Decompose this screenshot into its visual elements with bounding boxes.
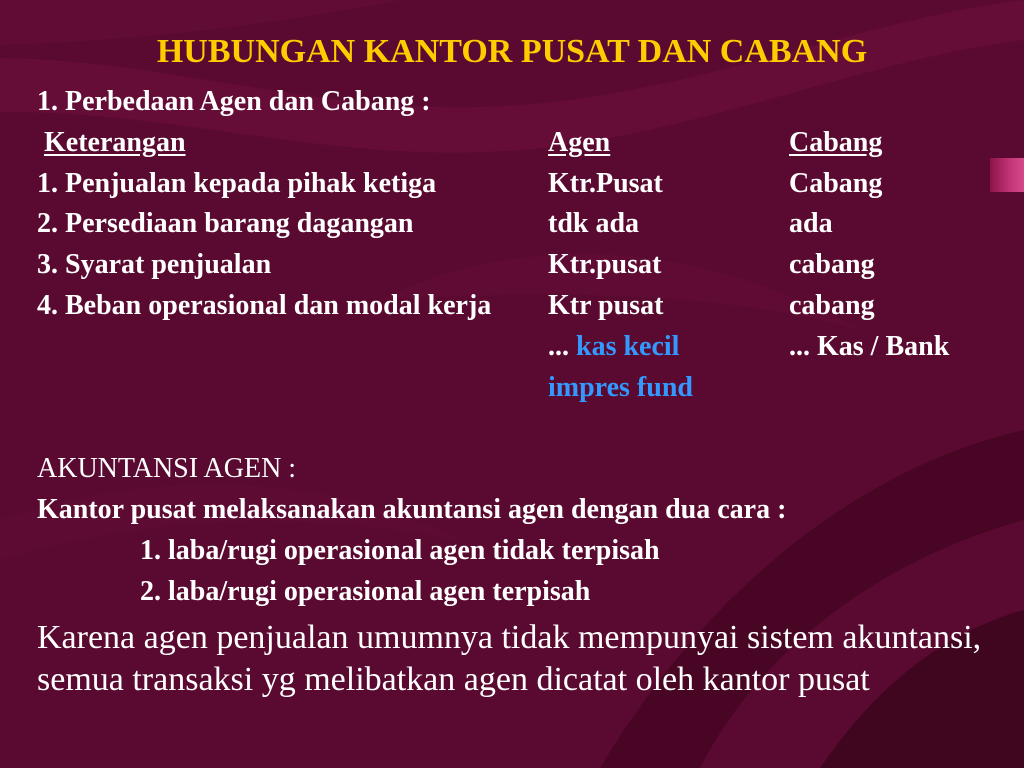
section2-intro: Kantor pusat melaksanakan akuntansi agen dengan dua cara : bbox=[37, 493, 787, 525]
note-line-1: Karena agen penjualan umumnya tidak mempunyai sistem akuntansi, bbox=[37, 619, 982, 656]
extra-empty-cell bbox=[37, 327, 548, 368]
row-agen: Ktr pusat bbox=[548, 289, 664, 321]
row-agen: tdk ada bbox=[548, 208, 640, 240]
closing-note bbox=[37, 617, 1017, 701]
header-keterangan: Keterangan bbox=[44, 126, 186, 158]
row-keterangan: 4. Beban operasional dan modal kerja bbox=[37, 289, 492, 321]
row-agen: Ktr.pusat bbox=[548, 249, 662, 281]
note-line-2: semua transaksi yg melibatkan agen dicatat oleh kantor pusat bbox=[37, 661, 870, 698]
section2-item-1: 1. laba/rugi operasional agen tidak terpisah bbox=[140, 534, 660, 566]
extra-agen-cell bbox=[548, 327, 789, 368]
section2-heading-row bbox=[37, 449, 997, 490]
table-row bbox=[37, 286, 997, 327]
row-cabang: ada bbox=[789, 208, 833, 240]
header-cell-agen bbox=[548, 123, 789, 164]
section2-intro-row bbox=[37, 490, 997, 531]
slide-body bbox=[37, 82, 997, 612]
row-keterangan: 1. Penjualan kepada pihak ketiga bbox=[37, 167, 437, 199]
extra-empty-cell bbox=[37, 368, 548, 409]
header-cabang: Cabang bbox=[789, 126, 883, 158]
table-row bbox=[37, 204, 997, 245]
list-item bbox=[37, 531, 997, 572]
section2-item-2: 2. laba/rugi operasional agen terpisah bbox=[140, 575, 591, 607]
row-cabang: Cabang bbox=[789, 167, 883, 199]
row-cabang: cabang bbox=[789, 289, 875, 321]
section2-heading: AKUNTANSI AGEN : bbox=[37, 453, 297, 485]
row-cabang: cabang bbox=[789, 249, 875, 281]
extra-agen-line2: impres fund bbox=[548, 371, 693, 403]
section1-heading-row bbox=[37, 82, 997, 123]
section1-heading: 1. Perbedaan Agen dan Cabang : bbox=[37, 86, 431, 117]
table-header-row bbox=[37, 123, 997, 164]
row-keterangan: 3. Syarat penjualan bbox=[37, 249, 272, 281]
row-agen: Ktr.Pusat bbox=[548, 167, 663, 199]
header-cell-cabang bbox=[789, 123, 989, 164]
table-row bbox=[37, 164, 997, 205]
table-extra-row-2 bbox=[37, 368, 997, 409]
extra-cabang: ... Kas / Bank bbox=[789, 330, 950, 362]
list-item bbox=[37, 572, 997, 613]
spacer-row bbox=[37, 408, 997, 449]
header-cell-keterangan bbox=[37, 123, 548, 164]
header-agen: Agen bbox=[548, 126, 611, 158]
table-extra-row bbox=[37, 327, 997, 368]
row-keterangan: 2. Persediaan barang dagangan bbox=[37, 208, 414, 240]
slide-title: HUBUNGAN KANTOR PUSAT DAN CABANG bbox=[156, 33, 868, 70]
table-row bbox=[37, 245, 997, 286]
extra-agen-prefix: ... bbox=[548, 330, 569, 362]
extra-agen-highlight: kas kecil bbox=[576, 330, 680, 362]
